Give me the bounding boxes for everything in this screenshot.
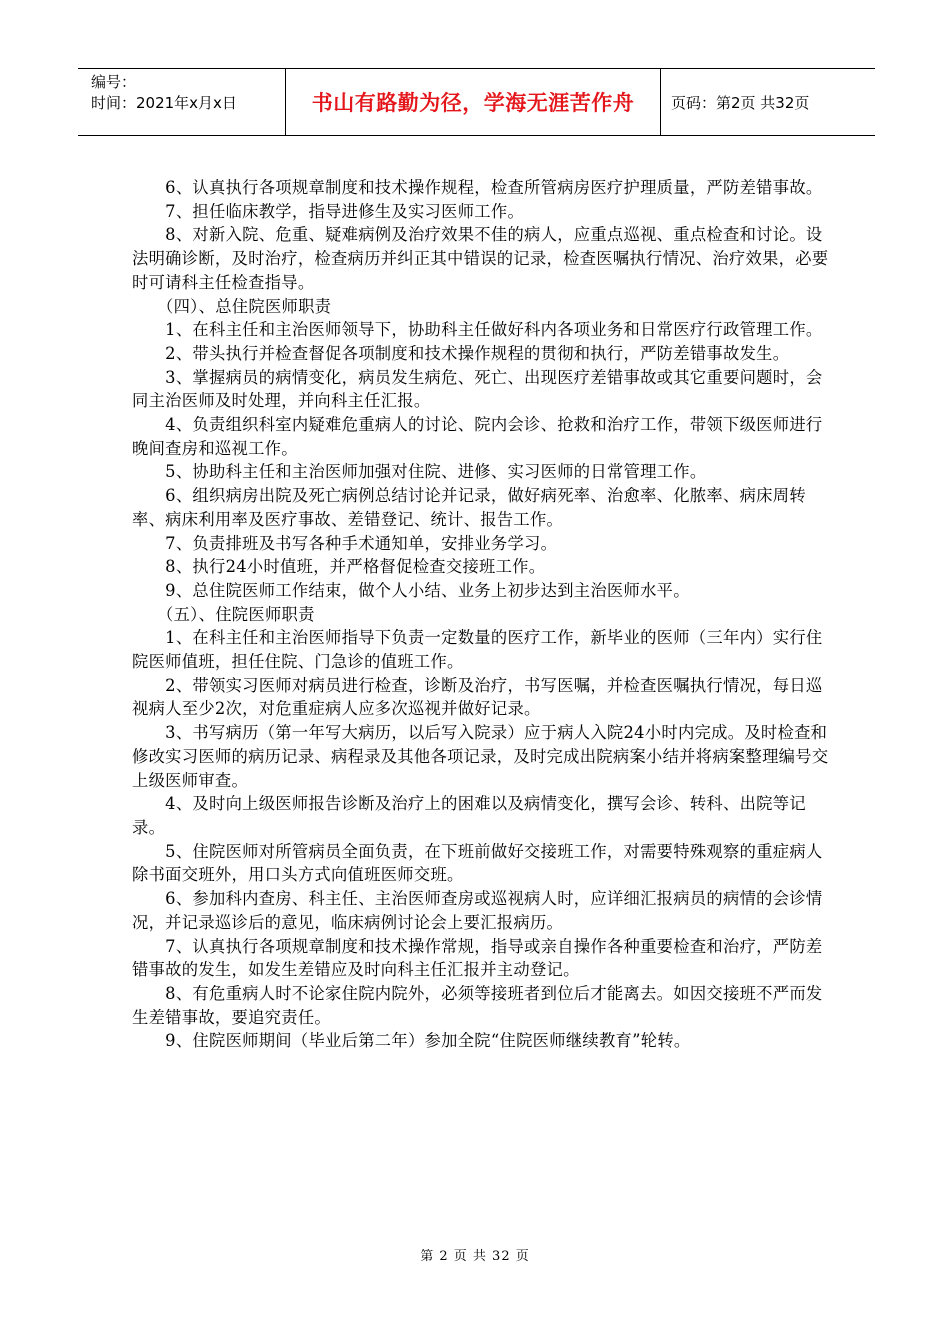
paragraph: 3、书写病历（第一年写大病历，以后写入院录）应于病人入院24小时内完成。及时检查和修改实习医师的病历记录、病程录及其他各项记录，及时完成出院病案小结并将病案整理编号交上级医师审查。 [132, 723, 829, 790]
paragraph: 8、有危重病人时不论家住院内院外，必须等接班者到位后才能离去。如因交接班不严而发生差错事故，要追究责任。 [132, 983, 823, 1027]
paragraph: 7、担任临床教学，指导进修生及实习医师工作。 [132, 201, 525, 221]
paragraph: 2、带头执行并检查督促各项制度和技术操作规程的贯彻和执行，严防差错事故发生。 [132, 343, 790, 363]
number-label: 编号： [91, 73, 137, 91]
section-heading: （四）、总住院医师职责 [132, 296, 332, 316]
paragraph: 6、认真执行各项规章制度和技术操作规程，检查所管病房医疗护理质量，严防差错事故。 [132, 178, 823, 197]
header-page-info: 页码：第2页 共32页 [671, 93, 810, 112]
paragraph: 6、参加科内查房、科主任、主治医师查房或巡视病人时，应详细汇报病员的病情的会诊情况，并记录巡诊后的意见，临床病例讨论会上要汇报病历。 [132, 889, 823, 932]
paragraph: 4、及时向上级医师报告诊断及治疗上的困难以及病情变化，撰写会诊、转科、出院等记录。 [132, 794, 806, 837]
paragraph: 1、在科主任和主治医师指导下负责一定数量的医疗工作，新毕业的医师（三年内）实行住院医师值班，担任住院、门急诊的值班工作。 [132, 628, 823, 672]
paragraph: 5、住院医师对所管病员全面负责，在下班前做好交接班工作，对需要特殊观察的重症病人除书面交班外，用口头方式向值班医师交班。 [132, 841, 823, 885]
paragraph: 9、总住院医师工作结束，做个人小结、业务上初步达到主治医师水平。 [132, 580, 690, 600]
paragraph: 7、认真执行各项规章制度和技术操作常规，指导或亲自操作各种重要检查和治疗，严防差错事故的发生，如发生差错应及时向科主任汇报并主动登记。 [132, 936, 823, 980]
paragraph: 1、在科主任和主治医师领导下，协助科主任做好科内各项业务和日常医疗行政管理工作。 [132, 320, 823, 340]
header-meta [78, 69, 286, 135]
header-motto: 书山有路勤为径，学海无涯苦作舟 [311, 91, 635, 115]
document-body [132, 176, 832, 1053]
paragraph: 6、组织病房出院及死亡病例总结讨论并记录，做好病死率、治愈率、化脓率、病床周转率、病床利用率及医疗事故、差错登记、统计、报告工作。 [132, 486, 806, 529]
paragraph: 8、执行24小时值班，并严格督促检查交接班工作。 [132, 557, 546, 577]
paragraph: 7、负责排班及书写各种手术通知单，安排业务学习。 [132, 533, 558, 553]
paragraph: 5、协助科主任和主治医师加强对住院、进修、实习医师的日常管理工作。 [132, 462, 707, 482]
paragraph: 4、负责组织科室内疑难危重病人的讨论、院内会诊、抢救和治疗工作，带领下级医师进行晚间查房和巡视工作。 [132, 415, 823, 458]
time-label: 时间：2021年x月x日 [91, 94, 237, 112]
paragraph: 9、住院医师期间（毕业后第二年）参加全院“住院医师继续教育”轮转。 [132, 1031, 691, 1051]
section-heading: （五）、住院医师职责 [132, 604, 315, 624]
page-footer: 第 2 页 共 32 页 [420, 1249, 530, 1264]
header-motto-cell [286, 69, 661, 135]
paragraph: 2、带领实习医师对病员进行检查，诊断及治疗，书写医嘱，并检查医嘱执行情况，每日巡视病人至少2次，对危重症病人应多次巡视并做好记录。 [132, 675, 823, 719]
paragraph: 3、掌握病员的病情变化，病员发生病危、死亡、出现医疗差错事故或其它重要问题时，会同主治医师及时处理，并向科主任汇报。 [132, 367, 823, 411]
page-header [78, 68, 875, 136]
paragraph: 8、对新入院、危重、疑难病例及治疗效果不佳的病人，应重点巡视、重点检查和讨论。设法明确诊断，及时治疗，检查病历并纠正其中错误的记录，检查医嘱执行情况、治疗效果，必要时可请科主任检查指导。 [132, 225, 829, 292]
